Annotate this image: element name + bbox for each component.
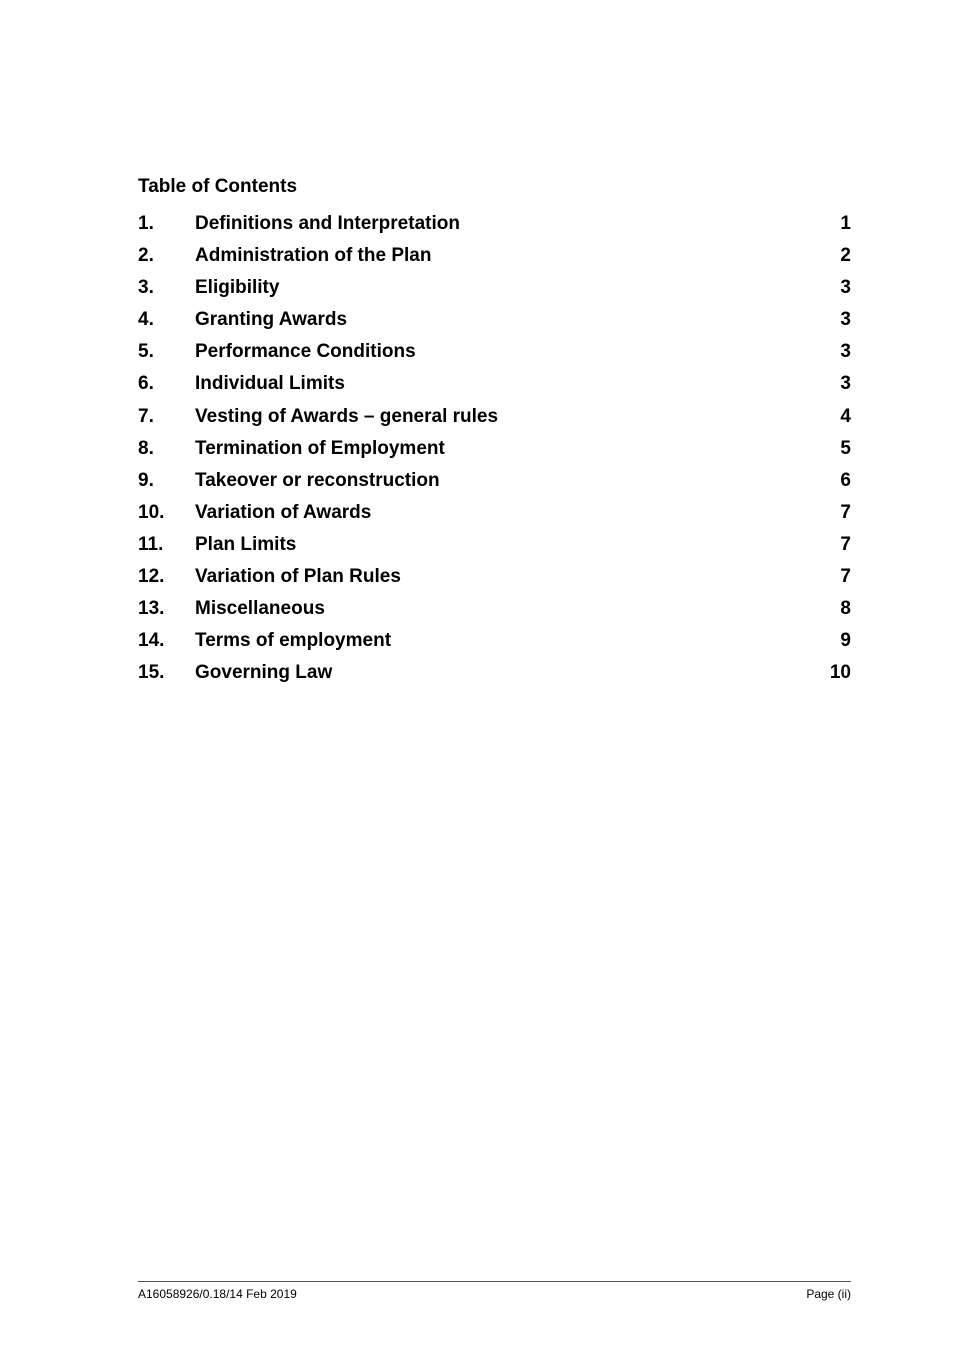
toc-entry-page: 2 (840, 245, 851, 267)
toc-entry-label: Terms of employment (195, 630, 392, 652)
toc-entry[interactable] (138, 566, 851, 598)
toc-entry-number: 15. (138, 662, 165, 684)
footer-document-reference: A16058926/0.18/14 Feb 2019 (138, 1287, 297, 1301)
toc-entry-label: Performance Conditions (195, 341, 416, 363)
toc-entry[interactable] (138, 598, 851, 630)
toc-entry[interactable] (138, 438, 851, 470)
toc-entry-page: 9 (840, 630, 851, 652)
toc-entry[interactable] (138, 534, 851, 566)
toc-entry-number: 7. (138, 405, 154, 427)
toc-entry-page: 3 (840, 341, 851, 363)
toc-entry-number: 10. (138, 501, 165, 523)
toc-entry-number: 13. (138, 598, 165, 620)
toc-entry-label: Governing Law (195, 662, 333, 684)
toc-entry-number: 9. (138, 469, 154, 491)
toc-entry-label: Miscellaneous (195, 598, 325, 620)
toc-entry-label: Vesting of Awards – general rules (195, 405, 499, 427)
toc-entry[interactable] (138, 213, 851, 245)
toc-entry-number: 12. (138, 566, 165, 588)
toc-entry-page: 3 (840, 373, 851, 395)
toc-entry[interactable] (138, 277, 851, 309)
toc-entry-number: 5. (138, 341, 154, 363)
toc-entry-number: 11. (138, 533, 164, 555)
toc-entry-label: Plan Limits (195, 533, 297, 555)
toc-entry-page: 10 (829, 662, 851, 684)
toc-entry[interactable] (138, 341, 851, 373)
toc-entry-label: Variation of Awards (195, 501, 372, 523)
toc-entry-page: 3 (840, 309, 851, 331)
toc-entry-label: Granting Awards (195, 309, 348, 331)
toc-list (138, 213, 851, 694)
toc-entry-page: 6 (840, 469, 851, 491)
toc-entry-page: 8 (840, 598, 851, 620)
toc-entry-page: 7 (840, 501, 851, 523)
footer-divider (138, 1281, 851, 1282)
toc-entry-page: 5 (840, 437, 851, 459)
toc-entry-page: 3 (840, 277, 851, 299)
toc-entry-label: Individual Limits (195, 373, 345, 395)
toc-entry[interactable] (138, 406, 851, 438)
toc-entry-number: 8. (138, 437, 154, 459)
toc-entry[interactable] (138, 245, 851, 277)
toc-entry-page: 7 (840, 533, 851, 555)
toc-entry-number: 3. (138, 277, 154, 299)
toc-entry[interactable] (138, 662, 851, 694)
footer-page-number: Page (ii) (806, 1287, 851, 1301)
toc-entry-page: 7 (840, 566, 851, 588)
toc-entry-number: 2. (138, 245, 154, 267)
toc-entry-label: Takeover or reconstruction (195, 469, 440, 491)
toc-entry-label: Administration of the Plan (195, 245, 432, 267)
toc-entry[interactable] (138, 309, 851, 341)
toc-entry-label: Variation of Plan Rules (195, 566, 401, 588)
toc-entry[interactable] (138, 502, 851, 534)
toc-title: Table of Contents (138, 176, 298, 197)
toc-entry-number: 6. (138, 373, 154, 395)
toc-entry-label: Definitions and Interpretation (195, 213, 460, 234)
toc-entry-label: Eligibility (195, 277, 280, 299)
toc-entry-number: 14. (138, 630, 165, 652)
toc-entry-page: 4 (840, 405, 851, 427)
toc-entry-number: 4. (138, 309, 154, 331)
toc-entry-number: 1. (138, 213, 154, 234)
toc-entry[interactable] (138, 470, 851, 502)
toc-entry-label: Termination of Employment (195, 437, 445, 459)
toc-entry[interactable] (138, 373, 851, 405)
toc-entry[interactable] (138, 630, 851, 662)
toc-entry-page: 1 (840, 213, 851, 234)
